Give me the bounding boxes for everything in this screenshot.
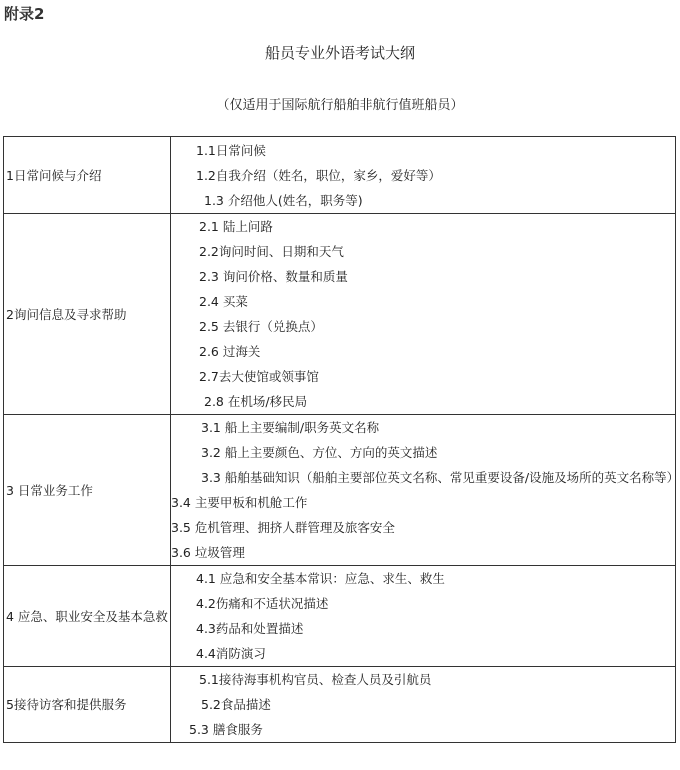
- items-cell: [171, 137, 676, 214]
- list-item: 4.2伤痛和不适状况描述: [196, 596, 329, 611]
- list-item: 3.5 危机管理、拥挤人群管理及旅客安全: [171, 520, 395, 535]
- list-item: 3.4 主要甲板和机舱工作: [171, 495, 308, 510]
- topic-cell: 1日常问候与介绍: [4, 137, 171, 214]
- table-row: [4, 566, 676, 667]
- items-cell: [171, 566, 676, 667]
- list-item: 4.4消防演习: [196, 646, 266, 661]
- topic-cell: 4 应急、职业安全及基本急救: [4, 566, 171, 667]
- list-item: 5.2食品描述: [201, 697, 271, 712]
- list-item: 2.7去大使馆或领事馆: [199, 369, 319, 384]
- list-item: 3.3 船舶基础知识（船舶主要部位英文名称、常见重要设备/设施及场所的英文名称等）: [201, 470, 680, 485]
- table-row: [4, 667, 676, 743]
- list-item: 1.2自我介绍（姓名，职位，家乡，爱好等）: [196, 168, 441, 183]
- items-cell: [171, 415, 680, 566]
- list-item: 2.2询问时间、日期和天气: [199, 244, 344, 259]
- list-item: 1.1日常问候: [196, 143, 266, 158]
- table-row: [4, 214, 676, 415]
- list-item: 2.3 询问价格、数量和质量: [199, 269, 348, 284]
- list-item: 4.1 应急和安全基本常识：应急、求生、救生: [196, 571, 445, 586]
- list-item: 2.8 在机场/移民局: [204, 394, 308, 409]
- syllabus-table: [3, 136, 680, 743]
- items-cell: [171, 214, 676, 415]
- table-row: [4, 415, 676, 566]
- items-cell: [171, 667, 676, 743]
- topic-cell: 5接待访客和提供服务: [4, 667, 171, 743]
- list-item: 4.3药品和处置描述: [196, 621, 304, 636]
- topic-cell: 2询问信息及寻求帮助: [4, 214, 171, 415]
- list-item: 2.6 过海关: [199, 344, 261, 359]
- document-title: 船员专业外语考试大纲: [264, 44, 415, 62]
- appendix-label: 附录2: [4, 5, 45, 23]
- document-subtitle: （仅适用于国际航行船舶非航行值班船员）: [216, 98, 464, 113]
- list-item: 2.5 去银行（兑换点）: [199, 319, 323, 334]
- list-item: 2.4 买菜: [199, 294, 248, 309]
- topic-cell: 3 日常业务工作: [4, 415, 171, 566]
- list-item: 3.2 船上主要颜色、方位、方向的英文描述: [201, 445, 438, 460]
- list-item: 3.6 垃圾管理: [171, 545, 245, 560]
- list-item: 1.3 介绍他人(姓名，职务等): [204, 193, 363, 208]
- list-item: 3.1 船上主要编制/职务英文名称: [201, 420, 380, 435]
- table-row: [4, 137, 676, 214]
- list-item: 2.1 陆上问路: [199, 219, 273, 234]
- list-item: 5.3 膳食服务: [189, 722, 263, 737]
- list-item: 5.1接待海事机构官员、检查人员及引航员: [199, 672, 432, 687]
